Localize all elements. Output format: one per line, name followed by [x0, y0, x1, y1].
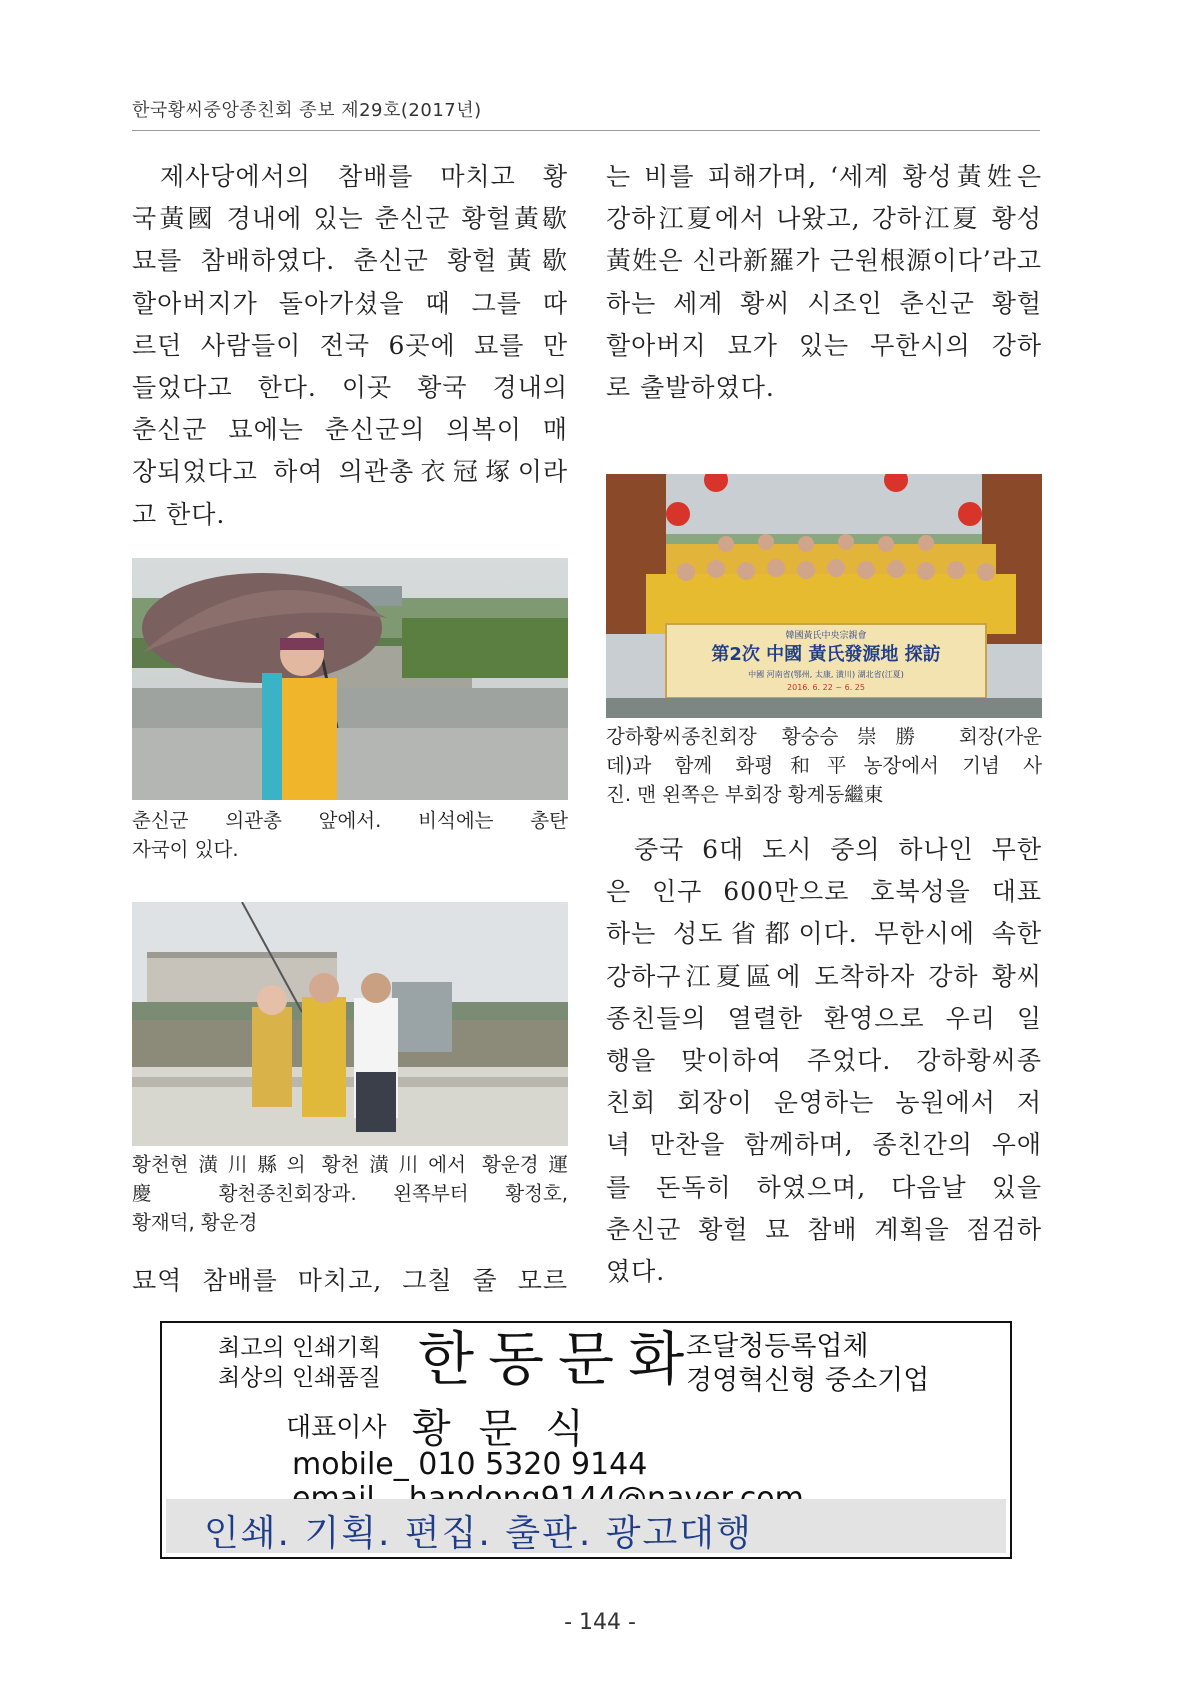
text-line: 중국 6대 도시 중의 하나인 무한 [634, 835, 1042, 864]
ad-mobile: mobile_ 010 5320 9144 [292, 1447, 648, 1482]
text-line: 묘역 참배를 마치고, 그칠 줄 모르 [132, 1266, 568, 1295]
photo-river-image [132, 902, 568, 1146]
text-line: 는 비를 피해가며, ‘세계 황성黃姓은 [606, 162, 1042, 191]
text-line: 르던 사람들이 전국 6곳에 묘를 만 [132, 330, 568, 360]
photo-group-caption [606, 722, 1042, 809]
text-line: 였다. [606, 1257, 666, 1287]
right-paragraph-1 [606, 156, 1042, 409]
text-line: 하는 성도省都이다. 무한시에 속한 [606, 919, 1042, 949]
print-shop-advertisement [160, 1321, 1012, 1559]
photo-group-banner [606, 474, 1042, 718]
banner-date-text: 2016. 6. 22 ~ 6. 25 [787, 683, 865, 692]
ad-tagline-1: 최고의 인쇄기획 [218, 1335, 381, 1361]
text-line: 국黃國 경내에 있는 춘신군 황헐黃歇 [132, 204, 568, 234]
photo-group-image [606, 474, 1042, 718]
ad-tagline-2: 최상의 인쇄품질 [218, 1365, 381, 1391]
left-paragraph-2 [132, 1260, 568, 1302]
text-line: 친회 회장이 운영하는 농원에서 저 [606, 1088, 1042, 1118]
ad-registration: 조달청등록업체 [686, 1331, 869, 1362]
text-line: 로 출발하였다. [606, 373, 775, 403]
banner-sub-text: 中國 河南省(鄂州, 太康, 潢川) 湖北省(江夏) [748, 670, 904, 679]
header-rule [132, 130, 1040, 131]
left-column [132, 156, 568, 536]
running-header: 한국황씨중앙종친회 종보 제29호(2017년) [132, 100, 482, 121]
ad-services: 인쇄. 기획. 편집. 출판. 광고대행 [204, 1513, 753, 1554]
photo-umbrella-caption [132, 806, 568, 864]
text-line: 은 인구 600만으로 호북성을 대표 [606, 877, 1042, 907]
caption-line: 황천현潢川縣의 황천潢川에서 황운경運 [132, 1153, 568, 1176]
text-line: 행을 맞이하여 주었다. 강하황씨종 [606, 1046, 1042, 1076]
ad-enterprise-type: 경영혁신형 중소기업 [686, 1365, 930, 1396]
text-line: 강하江夏에서 나왔고, 강하江夏 황성 [606, 204, 1042, 234]
ad-ceo-label: 대표이사 [286, 1413, 387, 1443]
photo-umbrella-tomb [132, 558, 568, 800]
text-line: 묘를 참배하였다. 춘신군 황헐黃歇 [132, 246, 568, 276]
caption-line: 강하황씨종친회장 황숭승崇勝 회장(가운 [606, 725, 1042, 748]
text-line: 장되었다고 하여 의관총衣冠塚이라 [132, 457, 568, 487]
photo-umbrella-image [132, 558, 568, 800]
page-number: - 144 - [564, 1610, 636, 1635]
right-paragraph-2 [606, 829, 1042, 1293]
ad-services-band [166, 1499, 1006, 1553]
ad-company-name: 한동문화 [418, 1325, 699, 1393]
right-column [606, 156, 1042, 409]
banner-small-text: 韓國黃氏中央宗親會 [785, 631, 867, 641]
text-line: 고 한다. [132, 499, 226, 529]
ad-ceo-name: 황문식 [412, 1406, 612, 1452]
text-line: 하는 세계 황씨 시조인 춘신군 황헐 [606, 288, 1042, 318]
text-line: 할아버지 묘가 있는 무한시의 강하 [606, 330, 1042, 360]
banner-main-text: 第2次 中國 黃氏發源地 探訪 [711, 644, 941, 665]
photo-river-caption [132, 1150, 568, 1237]
text-line: 제사당에서의 참배를 마치고 황 [160, 162, 568, 191]
text-line: 강하구江夏區에 도착하자 강하 황씨 [606, 961, 1042, 991]
text-line: 들었다고 한다. 이곳 황국 경내의 [132, 373, 568, 403]
photo-river-group [132, 902, 568, 1146]
left-paragraph-1 [132, 156, 568, 536]
text-line: 를 돈독히 하였으며, 다음날 있을 [606, 1172, 1042, 1202]
text-line: 녁 만찬을 함께하며, 종친간의 우애 [606, 1130, 1042, 1160]
caption-line: 데)과 함께 화평和平농장에서 기념 사 [606, 754, 1042, 777]
caption-line: 춘신군 의관총 앞에서. 비석에는 총탄 [132, 809, 568, 832]
caption-line: 진. 맨 왼쪽은 부회장 황계동繼東 [606, 783, 884, 806]
caption-line: 자국이 있다. [132, 838, 239, 861]
caption-line: 황재덕, 황운경 [132, 1211, 258, 1234]
text-line: 춘신군 황헐 묘 참배 계획을 점검하 [606, 1214, 1042, 1244]
text-line: 춘신군 묘에는 춘신군의 의복이 매 [132, 415, 568, 445]
text-line: 종친들의 열렬한 환영으로 우리 일 [606, 1003, 1042, 1033]
text-line: 黃姓은 신라新羅가 근원根源이다’라고 [606, 246, 1042, 276]
text-line: 할아버지가 돌아가셨을 때 그를 따 [132, 288, 568, 318]
caption-line: 慶 황천종친회장과. 왼쪽부터 황정호, [132, 1182, 568, 1205]
